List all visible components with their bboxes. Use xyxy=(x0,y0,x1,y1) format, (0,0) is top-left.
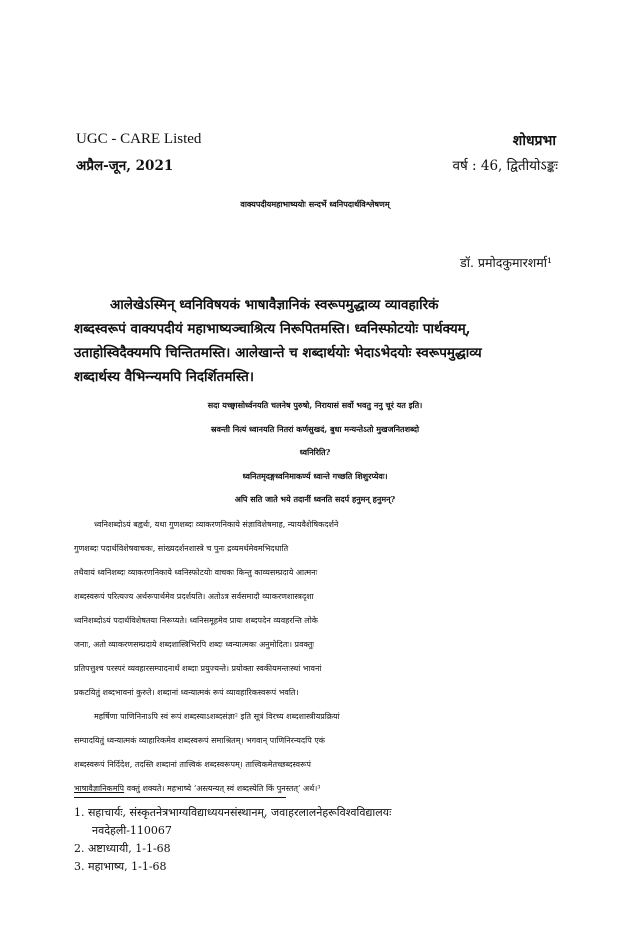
footnote-divider xyxy=(74,797,286,798)
body-paragraph-1 xyxy=(74,513,558,705)
journal-name: शोधप्रभा xyxy=(512,133,556,149)
article-title: वाक्यपदीयमहाभाष्ययोः सन्दर्भे ध्वनिपदार्थविश्लेषणम् xyxy=(240,199,390,209)
body-line: गुणशब्दः पदार्थविशेषवाचकः, सांख्यदर्शनशास्त्रे च पुनः द्रव्यमर्थमेवमभिदधाति xyxy=(74,544,289,553)
body-line: ध्वनिशब्दोऽयं पदार्थविशेषतया निरूप्यते। ध्वनिसमूहमेव प्रायः शब्दपदेन व्यवहरन्ति लोके xyxy=(74,616,318,625)
abstract-line: आलेखेऽस्मिन् ध्वनिविषयकं भाषावैज्ञानिकं स्वरूपमुद्धाव्य व्यावहारिकं xyxy=(110,297,439,313)
body-line: ध्वनिशब्दोऽयं बह्वर्थः, यथा गुणशब्दः व्याकरणनिकाये संज्ञाविशेषमाह, न्यायवैशेषिकदर्शने xyxy=(94,520,339,529)
footnote-3: 3. महाभाष्य, 1-1-68 xyxy=(74,860,167,873)
issue-months: अप्रैल-जून, 2021 xyxy=(76,158,174,174)
verse-line: स्रवन्ती नित्यं ध्वानयति नितरां कर्णसुखदं, बुधा मन्यन्तेऽतो मुखजनितशब्दो xyxy=(210,424,420,434)
underlined-term: भाषावैज्ञानिकमपि xyxy=(74,784,125,793)
article-author: डॉ. प्रमोदकुमारशर्मा¹ xyxy=(460,255,552,270)
abstract-line: शब्दस्वरूपं वाक्यपदीयं महाभाष्यञ्चाश्रित्य निरूपितमस्ति। ध्वनिस्फोटयोः पार्थक्यम्, xyxy=(74,321,471,337)
body-paragraph-2 xyxy=(74,705,558,801)
body-line-rest: वक्तुं शक्यते। महभाष्ये ‘अस्त्यन्यत् स्वं शब्दस्येति किं पुनस्तत्’ अर्थ।³ xyxy=(124,784,321,793)
abstract xyxy=(74,293,556,389)
body-line: जनाः, अतो व्याकरणसम्प्रदाये शब्दशास्त्रिभिरपि शब्दः ध्वन्यात्मकः अनुमोदितः। प्रवक्तुः xyxy=(74,640,315,649)
abstract-line: शब्दार्थस्य वैभिन्न्यमपि निदर्शितमस्ति। xyxy=(74,369,254,385)
body-line: तथैवायं ध्वनिशब्दः व्याकरणनिकाये ध्वनिस्फोटयोः वाचकः किन्तु काव्यसम्प्रदाये आत्मनः xyxy=(74,568,318,577)
volume-issue: वर्ष : 46, द्वितीयोऽङ्कः xyxy=(452,158,558,174)
footnote-2: 2. अष्टाध्यायी, 1-1-68 xyxy=(74,842,171,855)
verse-line: अपि सति जाते भये तदानीं ध्वनति सदर्प हनुमन् हनुमन्? xyxy=(234,494,396,504)
body-line: महर्षिणा पाणिनिनाऽपि स्वं रूपं शब्दस्याऽशब्दसंज्ञा² इति सूत्रं विरच्य शब्दशास्त्रीयप्रक्रियां xyxy=(94,712,340,721)
footnote-1-continuation: नवदेहली-110067 xyxy=(92,824,172,837)
journal-status: UGC - CARE Listed xyxy=(76,131,202,147)
verse-line: ध्वनिरिति? xyxy=(299,447,331,457)
body-line: शब्दस्वरूपं परित्यज्य अर्थरूपार्थमेव प्रदर्शयति। अतोऽत्र सर्वसमादौ व्याकरणशास्त्रदृशा xyxy=(74,592,314,601)
verse-line: सदा यच्छ्वासोर्ध्वनयति चलनेष पुरुषो, निरायासं सर्वो भवतु ननु चूरं यत इति। xyxy=(207,400,423,410)
footnote-1: 1. सहाचार्यः, संस्कृतनेत्रभाग्यविद्याध्ययनसंस्थानम्, जवाहरलालनेहरूविश्वविद्यालयः xyxy=(74,806,392,819)
body-line: प्रतिपत्तुश्च परस्परं व्यवहारसम्पादनार्थं शब्दाः प्रयुज्यन्ते। प्रयोक्ता स्वकीयमन्तःस्थां भावनां xyxy=(74,664,322,673)
body-line: सम्पादयितुं ध्वन्यात्मकं व्याहारिकमेव शब्दस्वरूपं समाश्रितम्। भगवान् पाणिनिरन्यदपि एकं xyxy=(74,736,325,745)
body-line: शब्दस्वरूपं निर्दिदेश, तदस्ति शब्दानां तात्त्विकं शब्दस्वरूपम्। तात्त्विकमेतच्छब्दस्वरूपं xyxy=(74,760,311,769)
abstract-line: उताहोस्विदैक्यमपि चिन्तितमस्ति। आलेखान्ते च शब्दार्थयोः भेदाऽभेदयोः स्वरूपमुद्धाव्य xyxy=(74,345,482,361)
verse-line: ध्वनितमृदङ्गध्वनिमाकर्ण्य ध्वान्ते गच्छति शिशुरप्येवः। xyxy=(242,471,388,481)
body-line: प्रकटयितुं शब्दभावनां कुरुते। शब्दानां ध्वन्यात्मकं रूपं व्यावहारिकस्वरूपं भवति। xyxy=(74,688,299,697)
